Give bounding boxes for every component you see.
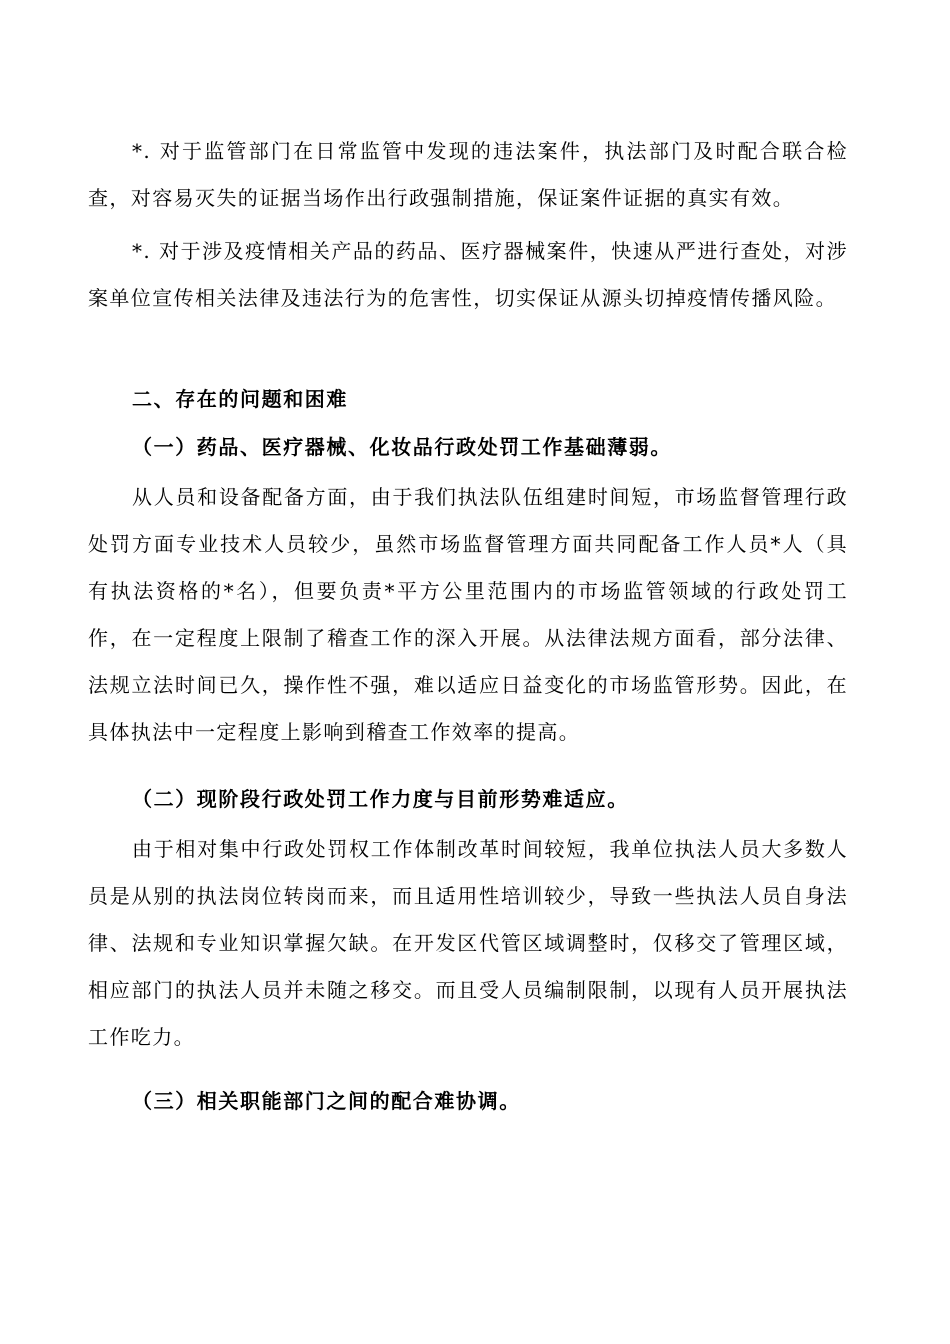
paragraph-joint-inspection: *. 对于监管部门在日常监管中发现的违法案件，执法部门及时配合联合检查，对容易灭失的证据当场作出行政强制措施，保证案件证据的真实有效。 [88, 139, 848, 210]
paragraph-reform: 由于相对集中行政处罚权工作体制改革时间较短，我单位执法人员大多数人员是从别的执法岗位转岗而来，而且适用性培训较少，导致一些执法人员自身法律、法规和专业知识掌握欠缺。在开发区代管区域调整时，仅移交了管理区域，相应部门的执法人员并未随之移交。而且受人员编制限制，以现有人员开展执法工作吃力。 [88, 837, 848, 1049]
section-heading-problems: 二、存在的问题和困难 [132, 387, 348, 411]
paragraph-epidemic-cases: *. 对于涉及疫情相关产品的药品、医疗器械案件，快速从严进行查处，对涉案单位宣传相关法律及违法行为的危害性，切实保证从源头切掉疫情传播风险。 [88, 239, 848, 310]
subheading-3: （三）相关职能部门之间的配合难协调。 [132, 1089, 521, 1113]
subheading-2: （二）现阶段行政处罚工作力度与目前形势难适应。 [132, 787, 629, 811]
subheading-1: （一）药品、医疗器械、化妆品行政处罚工作基础薄弱。 [132, 435, 672, 459]
paragraph-staffing: 从人员和设备配备方面，由于我们执法队伍组建时间短，市场监督管理行政处罚方面专业技术人员较少，虽然市场监督管理方面共同配备工作人员*人（具有执法资格的*名），但要负责*平方公里范围内的市场监管领域的行政处罚工作，在一定程度上限制了稽查工作的深入开展。从法律法规方面看，部分法律、法规立法时间已久，操作性不强，难以适应日益变化的市场监管形势。因此，在具体执法中一定程度上影响到稽查工作效率的提高。 [88, 485, 848, 744]
